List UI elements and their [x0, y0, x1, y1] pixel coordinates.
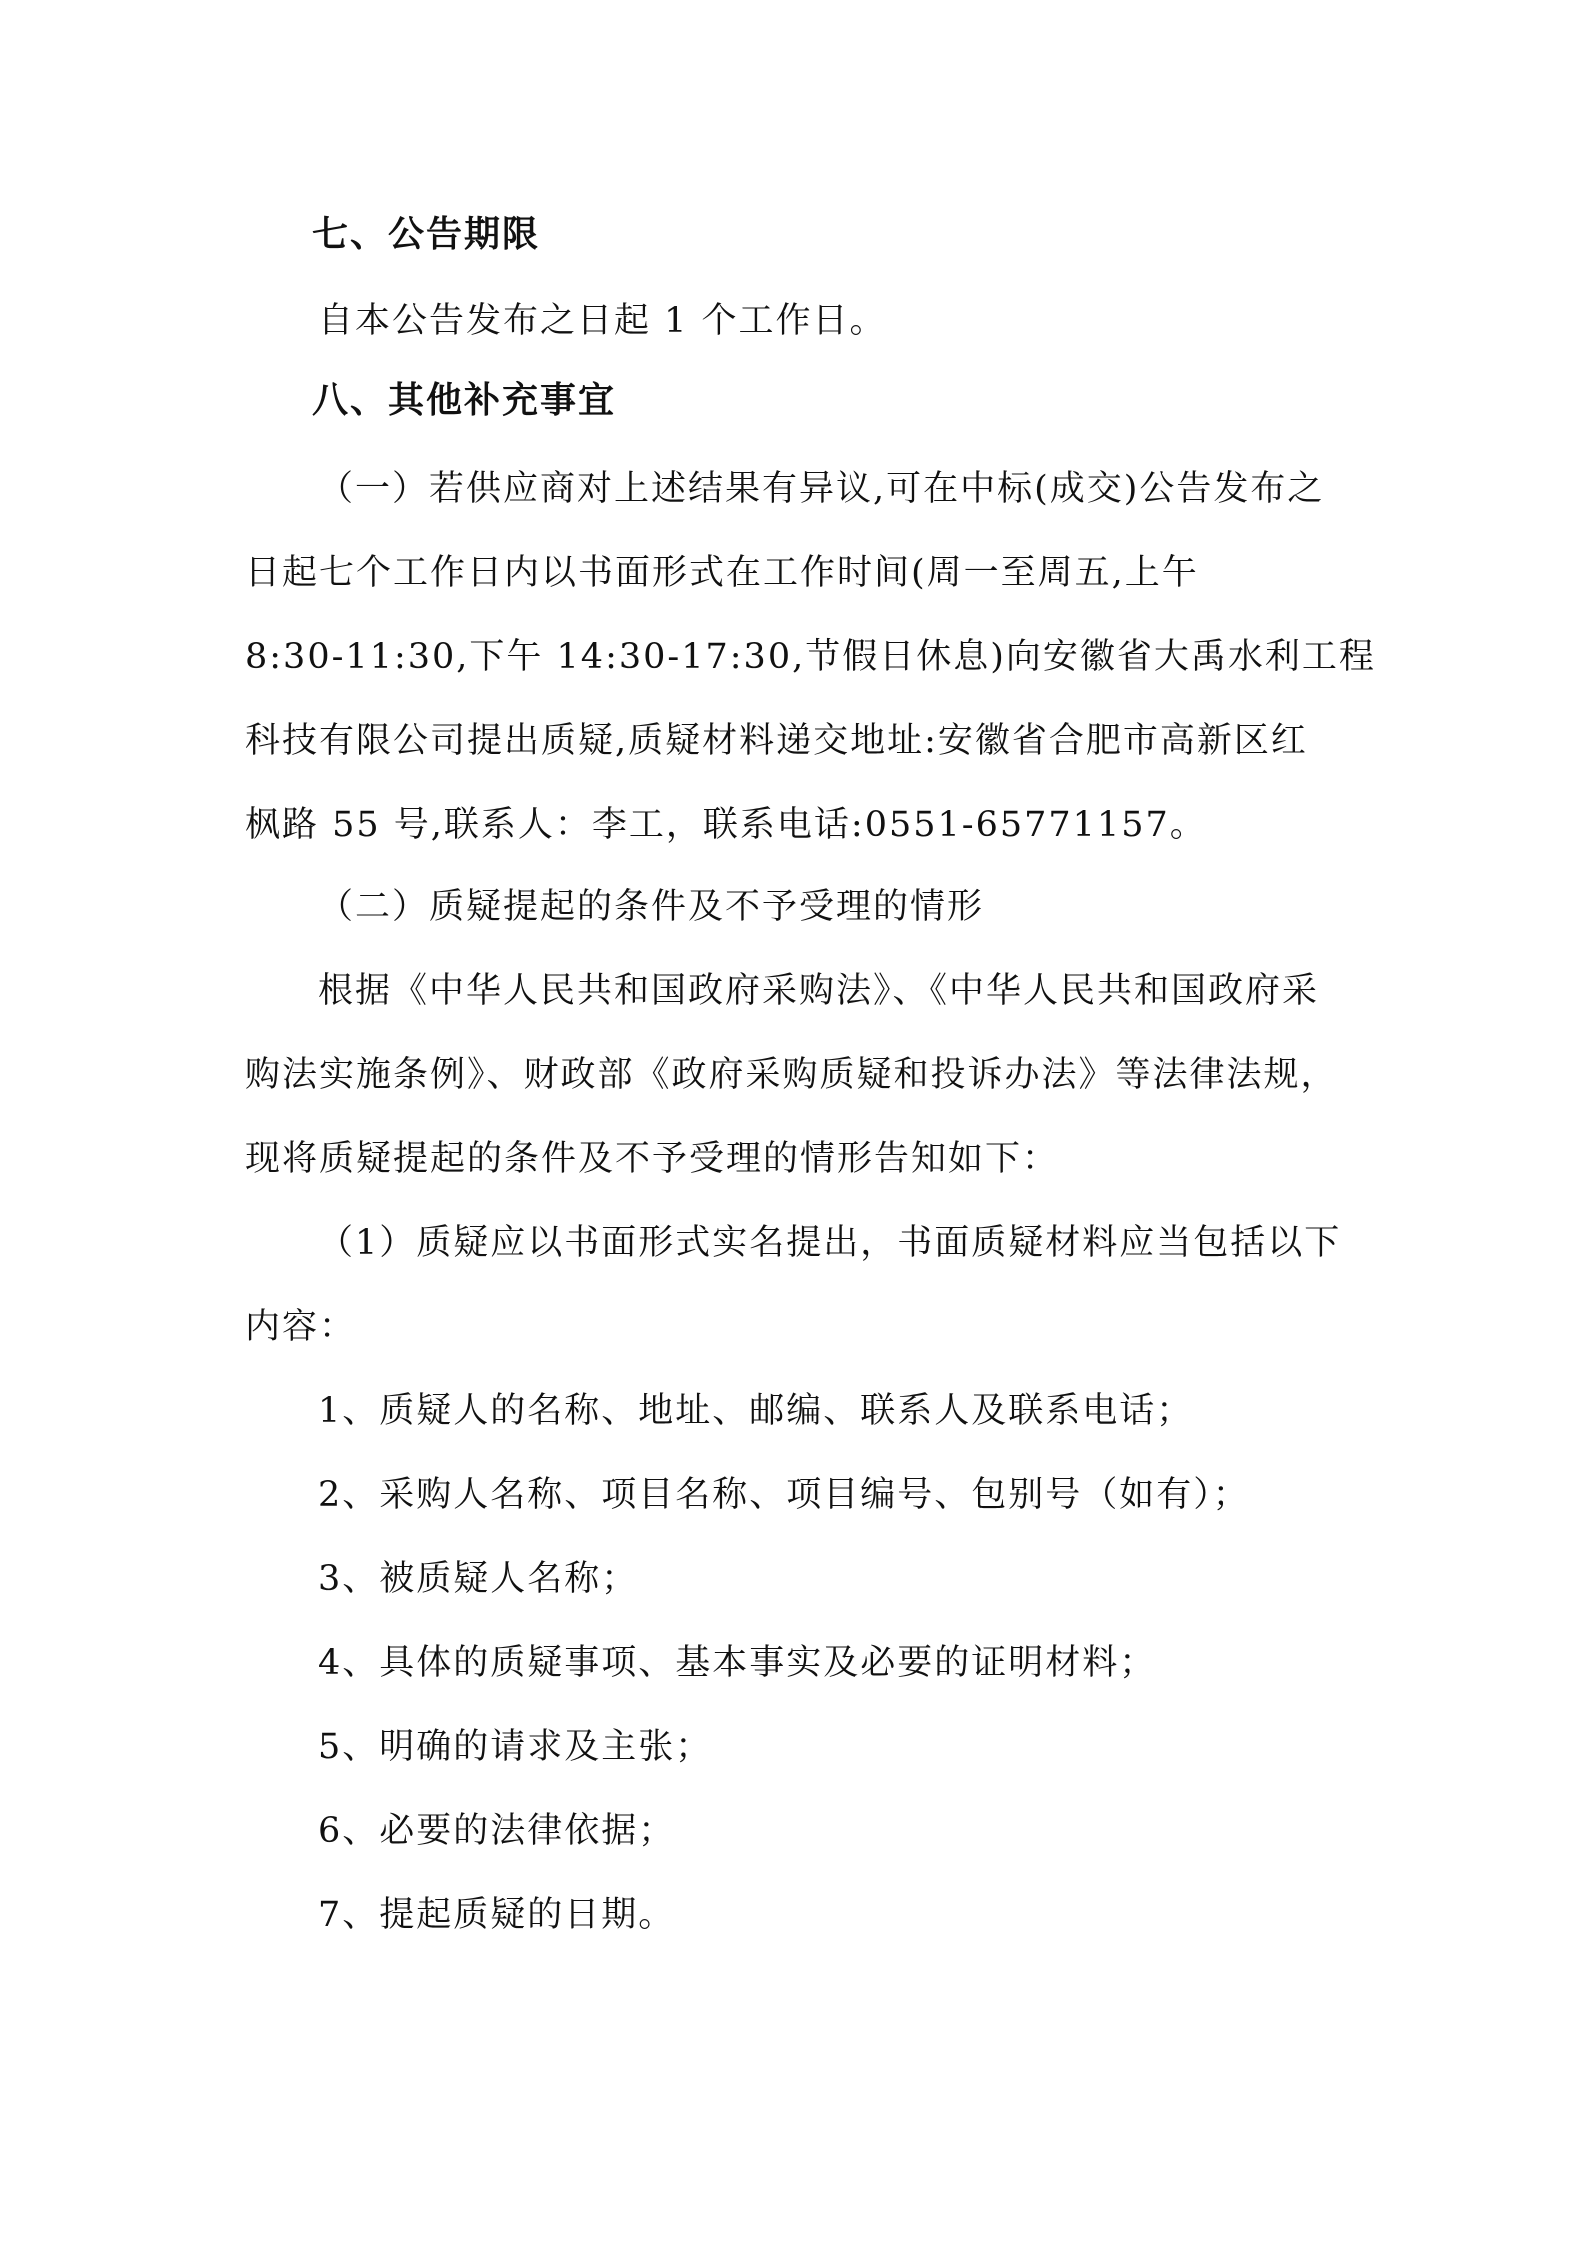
paragraph-2-title: （二）质疑提起的条件及不予受理的情形 — [318, 887, 985, 927]
paragraph-4-line-2: 内容： — [245, 1307, 357, 1347]
paragraph-1-line-2: 日起七个工作日内以书面形式在工作时间(周一至周五,上午 — [245, 553, 1199, 593]
section-7-heading: 七、公告期限 — [312, 214, 541, 255]
paragraph-1-line-1: （一）若供应商对上述结果有异议,可在中标(成交)公告发布之 — [318, 469, 1325, 509]
list-item: 3、被质疑人名称； — [318, 1559, 639, 1599]
paragraph-3-line-3: 现将质疑提起的条件及不予受理的情形告知如下： — [245, 1139, 1060, 1179]
list-item: 7、提起质疑的日期。 — [318, 1895, 676, 1935]
paragraph-1-line-5: 枫路 55 号,联系人：李工，联系电话:0551-65771157。 — [245, 805, 1207, 845]
paragraph-1-line-3: 8:30-11:30,下午 14:30-17:30,节假日休息)向安徽省大禹水利工程 — [245, 637, 1376, 677]
list-item: 4、具体的质疑事项、基本事实及必要的证明材料； — [318, 1643, 1157, 1683]
list-item: 1、质疑人的名称、地址、邮编、联系人及联系电话； — [318, 1391, 1194, 1431]
list-item: 5、明确的请求及主张； — [318, 1727, 713, 1767]
paragraph-3-line-1: 根据《中华人民共和国政府采购法》、《中华人民共和国政府采 — [318, 971, 1320, 1011]
list-item: 6、必要的法律依据； — [318, 1811, 676, 1851]
paragraph-1-line-4: 科技有限公司提出质疑,质疑材料递交地址:安徽省合肥市高新区红 — [245, 721, 1308, 761]
section-7-text: 自本公告发布之日起 1 个工作日。 — [318, 301, 887, 341]
section-8-heading: 八、其他补充事宜 — [312, 380, 617, 421]
paragraph-3-line-2: 购法实施条例》、财政部《政府采购质疑和投诉办法》等法律法规， — [245, 1055, 1338, 1095]
list-item: 2、采购人名称、项目名称、项目编号、包别号（如有）； — [318, 1475, 1250, 1515]
paragraph-4-line-1: （1）质疑应以书面形式实名提出，书面质疑材料应当包括以下 — [318, 1223, 1342, 1263]
